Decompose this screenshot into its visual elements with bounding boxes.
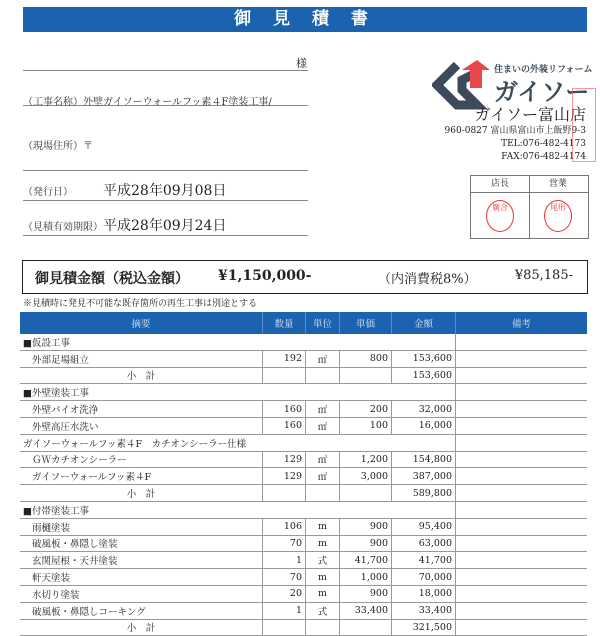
sales-seal: 尾形 bbox=[544, 200, 572, 232]
total-amount-box bbox=[22, 260, 588, 294]
manager-seal: 廣合 bbox=[486, 200, 514, 232]
site-address bbox=[23, 137, 93, 152]
table-row bbox=[20, 468, 587, 485]
company-contact bbox=[445, 125, 586, 164]
remarks-cell bbox=[456, 451, 588, 468]
project-name: 外壁ガイソーウォールフッ素４F塗装工事/ bbox=[83, 97, 272, 108]
quantity-cell: 20 bbox=[263, 585, 306, 602]
unit-price-cell: 41,700 bbox=[340, 552, 392, 569]
amount-cell: 154,800 bbox=[392, 451, 456, 468]
company-fax: FAX:076-482-4174 bbox=[501, 152, 586, 162]
table-row bbox=[20, 569, 587, 586]
item-description: ＧＷカチオンシーラー bbox=[20, 451, 263, 468]
unit-price-cell: 200 bbox=[340, 401, 392, 418]
total-amount: ¥1,150,000- bbox=[218, 268, 312, 284]
remarks-cell bbox=[456, 569, 588, 586]
remarks-cell bbox=[456, 468, 588, 485]
company-tel: TEL:076-482-4173 bbox=[501, 139, 586, 149]
project-label: （工事名称） bbox=[23, 97, 83, 108]
company-tagline: 住まいの外装リフォーム bbox=[494, 65, 593, 75]
item-description: 破風板・鼻隠しコーキング bbox=[20, 602, 263, 619]
table-row bbox=[20, 485, 587, 502]
quantity-cell bbox=[263, 619, 306, 636]
site-value: 〒 bbox=[83, 141, 93, 152]
quantity-cell bbox=[263, 485, 306, 502]
item-description: 外部足場組立 bbox=[20, 350, 263, 367]
section-heading: ■付帯塗装工事 bbox=[20, 501, 456, 518]
unit-cell: ㎡ bbox=[306, 401, 340, 418]
quantity-cell: 1 bbox=[263, 602, 306, 619]
section-heading: ■仮設工事 bbox=[20, 334, 456, 350]
unit-cell bbox=[306, 367, 340, 384]
quantity-cell: 70 bbox=[263, 569, 306, 586]
table-row bbox=[20, 417, 587, 434]
amount-cell: 153,600 bbox=[392, 350, 456, 367]
quantity-cell: 129 bbox=[263, 451, 306, 468]
subtotal-label: 小 計 bbox=[20, 485, 263, 502]
valid-date: 平成28年09月24日 bbox=[103, 218, 227, 234]
document-title: 御 見 積 書 bbox=[23, 7, 587, 32]
table-row bbox=[20, 535, 587, 552]
table-row bbox=[20, 518, 587, 535]
table-row bbox=[20, 401, 587, 418]
table-row bbox=[20, 350, 587, 367]
remarks-cell bbox=[456, 501, 588, 518]
col-description: 摘要 bbox=[20, 312, 263, 334]
quantity-cell: 1 bbox=[263, 552, 306, 569]
customer-name-line bbox=[23, 58, 308, 71]
table-row bbox=[20, 602, 587, 619]
section-heading: ■外壁塗装工事 bbox=[20, 384, 456, 401]
issue-date: 平成28年09月08日 bbox=[103, 183, 227, 199]
col-remarks: 備考 bbox=[456, 312, 588, 334]
unit-price-cell: 900 bbox=[340, 585, 392, 602]
remarks-cell bbox=[456, 535, 588, 552]
amount-cell: 41,700 bbox=[392, 552, 456, 569]
tax-label: （内消費税8%） bbox=[378, 272, 477, 287]
project-line bbox=[23, 90, 308, 106]
quantity-cell: 160 bbox=[263, 417, 306, 434]
unit-cell: m bbox=[306, 585, 340, 602]
quantity-cell: 192 bbox=[263, 350, 306, 367]
unit-cell: m bbox=[306, 535, 340, 552]
table-row bbox=[20, 384, 587, 401]
unit-price-cell bbox=[340, 367, 392, 384]
remarks-cell bbox=[456, 552, 588, 569]
col-unit-price: 単価 bbox=[340, 312, 392, 334]
unit-price-cell: 33,400 bbox=[340, 602, 392, 619]
col-unit: 単位 bbox=[306, 312, 340, 334]
site-line bbox=[23, 160, 308, 171]
table-row bbox=[20, 334, 587, 350]
remarks-cell bbox=[456, 518, 588, 535]
customer-suffix: 様 bbox=[296, 57, 307, 70]
col-amount: 金額 bbox=[392, 312, 456, 334]
remarks-cell bbox=[456, 367, 588, 384]
table-header bbox=[20, 312, 587, 334]
item-description: 破風板・鼻隠し塗装 bbox=[20, 535, 263, 552]
approval-label: 店長 bbox=[490, 179, 509, 189]
amount-cell: 32,000 bbox=[392, 401, 456, 418]
amount-cell: 153,600 bbox=[392, 367, 456, 384]
unit-price-cell: 900 bbox=[340, 518, 392, 535]
item-description: 軒天塗装 bbox=[20, 569, 263, 586]
table-row bbox=[20, 434, 587, 451]
unit-cell: ㎡ bbox=[306, 451, 340, 468]
section-heading: ガイソーウォールフッ素４F カチオンシーラー仕様 bbox=[20, 434, 456, 451]
remarks-cell bbox=[456, 602, 588, 619]
table-row bbox=[20, 619, 587, 636]
valid-date-row bbox=[23, 215, 308, 236]
amount-cell: 95,400 bbox=[392, 518, 456, 535]
remarks-cell bbox=[456, 434, 588, 451]
remarks-cell bbox=[456, 384, 588, 401]
estimate-note: ※見積時に発見不可能な既存箇所の再生工事は別途とする bbox=[23, 299, 258, 309]
unit-price-cell: 900 bbox=[340, 535, 392, 552]
unit-price-cell bbox=[340, 619, 392, 636]
subtotal-label: 小 計 bbox=[20, 619, 263, 636]
unit-price-cell: 800 bbox=[340, 350, 392, 367]
amount-cell: 589,800 bbox=[392, 485, 456, 502]
unit-cell bbox=[306, 485, 340, 502]
company-address: 960-0827 富山県富山市上飯野9-3 bbox=[444, 126, 586, 136]
item-description: 外壁高圧水洗い bbox=[20, 417, 263, 434]
approval-manager bbox=[471, 176, 530, 238]
item-description: 雨樋塗装 bbox=[20, 518, 263, 535]
item-description: 外壁バイオ洗浄 bbox=[20, 401, 263, 418]
amount-cell: 387,000 bbox=[392, 468, 456, 485]
unit-price-cell bbox=[340, 485, 392, 502]
table-row bbox=[20, 552, 587, 569]
unit-price-cell: 1,000 bbox=[340, 569, 392, 586]
amount-cell: 16,000 bbox=[392, 417, 456, 434]
unit-cell: 式 bbox=[306, 602, 340, 619]
unit-cell: ㎡ bbox=[306, 468, 340, 485]
total-label: 御見積金額（税込金額） bbox=[35, 271, 189, 287]
unit-cell bbox=[306, 619, 340, 636]
unit-price-cell: 100 bbox=[340, 417, 392, 434]
approval-box bbox=[470, 175, 589, 239]
remarks-cell bbox=[456, 417, 588, 434]
item-description: ガイソーウォールフッ素４F bbox=[20, 468, 263, 485]
unit-price-cell: 3,000 bbox=[340, 468, 392, 485]
unit-cell: m bbox=[306, 569, 340, 586]
site-label: （現場住所） bbox=[23, 141, 83, 152]
amount-cell: 70,000 bbox=[392, 569, 456, 586]
col-quantity: 数量 bbox=[263, 312, 306, 334]
unit-cell: m bbox=[306, 518, 340, 535]
amount-cell: 63,000 bbox=[392, 535, 456, 552]
remarks-cell bbox=[456, 485, 588, 502]
table-row bbox=[20, 585, 587, 602]
quantity-cell bbox=[263, 367, 306, 384]
approval-sales bbox=[529, 176, 587, 238]
issue-label: （発行日） bbox=[23, 187, 73, 198]
approval-label: 営業 bbox=[548, 179, 567, 189]
unit-cell: ㎡ bbox=[306, 350, 340, 367]
amount-cell: 33,400 bbox=[392, 602, 456, 619]
company-brand: ガイソー bbox=[494, 78, 590, 106]
company-seal-stamp bbox=[572, 88, 596, 162]
branch-name: ガイソー富山店 bbox=[474, 105, 586, 124]
remarks-cell bbox=[456, 401, 588, 418]
tax-amount: ¥85,185- bbox=[514, 268, 573, 283]
table-row bbox=[20, 367, 587, 384]
remarks-cell bbox=[456, 585, 588, 602]
item-description: 玄関屋根・天井塗装 bbox=[20, 552, 263, 569]
issue-date-row bbox=[23, 180, 308, 201]
item-description: 水切り塗装 bbox=[20, 585, 263, 602]
unit-price-cell: 1,200 bbox=[340, 451, 392, 468]
quantity-cell: 129 bbox=[263, 468, 306, 485]
unit-cell: ㎡ bbox=[306, 417, 340, 434]
amount-cell: 321,500 bbox=[392, 619, 456, 636]
subtotal-label: 小 計 bbox=[20, 367, 263, 384]
amount-cell: 18,000 bbox=[392, 585, 456, 602]
table-row bbox=[20, 501, 587, 518]
estimate-table bbox=[20, 312, 587, 636]
remarks-cell bbox=[456, 350, 588, 367]
quantity-cell: 106 bbox=[263, 518, 306, 535]
remarks-cell bbox=[456, 334, 588, 350]
valid-label: （見積有効期限） bbox=[23, 222, 103, 233]
quantity-cell: 160 bbox=[263, 401, 306, 418]
table-row bbox=[20, 451, 587, 468]
quantity-cell: 70 bbox=[263, 535, 306, 552]
unit-cell: 式 bbox=[306, 552, 340, 569]
remarks-cell bbox=[456, 619, 588, 636]
